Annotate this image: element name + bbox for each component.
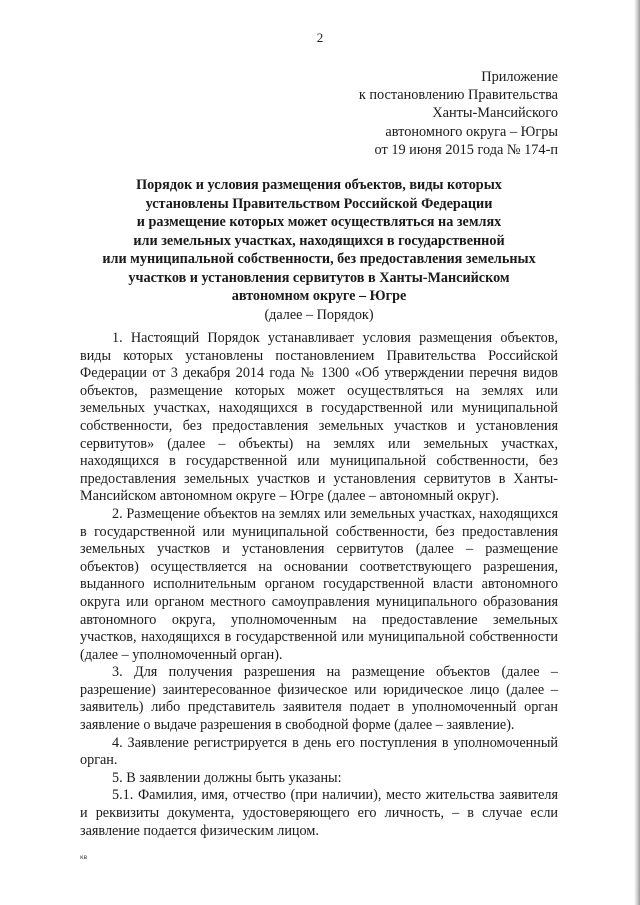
footer-mark: кв bbox=[80, 854, 88, 861]
paragraph: 4. Заявление регистрируется в день его поступления в уполномоченный орган. bbox=[80, 734, 558, 769]
title-line: участков и установления сервитутов в Ханты-Мансийском bbox=[128, 269, 510, 286]
title-line: и размещение которых может осуществляться на землях bbox=[136, 214, 502, 230]
document-body bbox=[80, 330, 558, 840]
paragraph: 5. В заявлении должны быть указаны: bbox=[112, 769, 342, 786]
appendix-line: Приложение bbox=[481, 69, 558, 85]
title-subtitle: (далее – Порядок) bbox=[264, 306, 374, 323]
title-line: установлены Правительством Российской Федерации bbox=[145, 195, 493, 212]
title-line: Порядок и условия размещения объектов, виды которых bbox=[136, 177, 502, 193]
title-line: или муниципальной собственности, без предоставления земельных bbox=[102, 251, 536, 267]
page-number: 2 bbox=[316, 30, 324, 45]
page-edge-shadow bbox=[634, 0, 640, 905]
appendix-line: автономного округа – Югры bbox=[385, 123, 558, 140]
title-line: или земельных участках, находящихся в государственной bbox=[133, 232, 505, 249]
appendix-line: к постановлению Правительства bbox=[358, 87, 558, 104]
paragraph: 2. Размещение объектов на землях или земельных участках, находящихся в государственной или муниципальной собственности, без предоставления земельных участков и установления сервитутов (далее – размещение объектов) осуществляется на основании соответствующего разрешения, выданного исполнительным органом государственной власти автономного округа или органом местного самоуправления муниципального образования автономного округа, уполномоченным на предоставление земельных участков, находящихся в государственной или муниципальной собственности (далее – уполномоченный орган). bbox=[80, 505, 558, 663]
appendix-line: от 19 июня 2015 года № 174-п bbox=[374, 141, 558, 158]
title-line: автономном округе – Югре bbox=[231, 288, 407, 304]
appendix-line: Ханты-Мансийского bbox=[432, 105, 558, 122]
appendix-header bbox=[278, 68, 558, 159]
paragraph: 3. Для получения разрешения на размещение объектов (далее – разрешение) заинтересованное физическое или юридическое лицо (далее – заявитель) либо представитель заявителя подает в уполномоченный орган заявление о выдаче разрешения в свободной форме (далее – заявление). bbox=[80, 664, 558, 734]
paragraph: 1. Настоящий Порядок устанавливает условия размещения объектов, виды которых установлены постановлением Правительства Российской Федерации от 3 декабря 2014 года № 1300 «Об утверждении перечня видов объектов, размещение которых может осуществляться на землях или земельных участках, находящихся в государственной или муниципальной собственности, без предоставления земельных участков и установления сервитутов» (далее – объекты) на землях или земельных участках, находящихся в государственной или муниципальной собственности, без предоставления земельных участков и установления сервитутов в Ханты-Мансийском автономном округе – Югре (далее – автономный округ). bbox=[80, 330, 558, 505]
paragraph: 5.1. Фамилия, имя, отчество (при наличии), место жительства заявителя и реквизиты документа, удостоверяющего его личность, – в случае если заявление подается физическим лицом. bbox=[80, 787, 558, 839]
document-title bbox=[80, 176, 558, 324]
